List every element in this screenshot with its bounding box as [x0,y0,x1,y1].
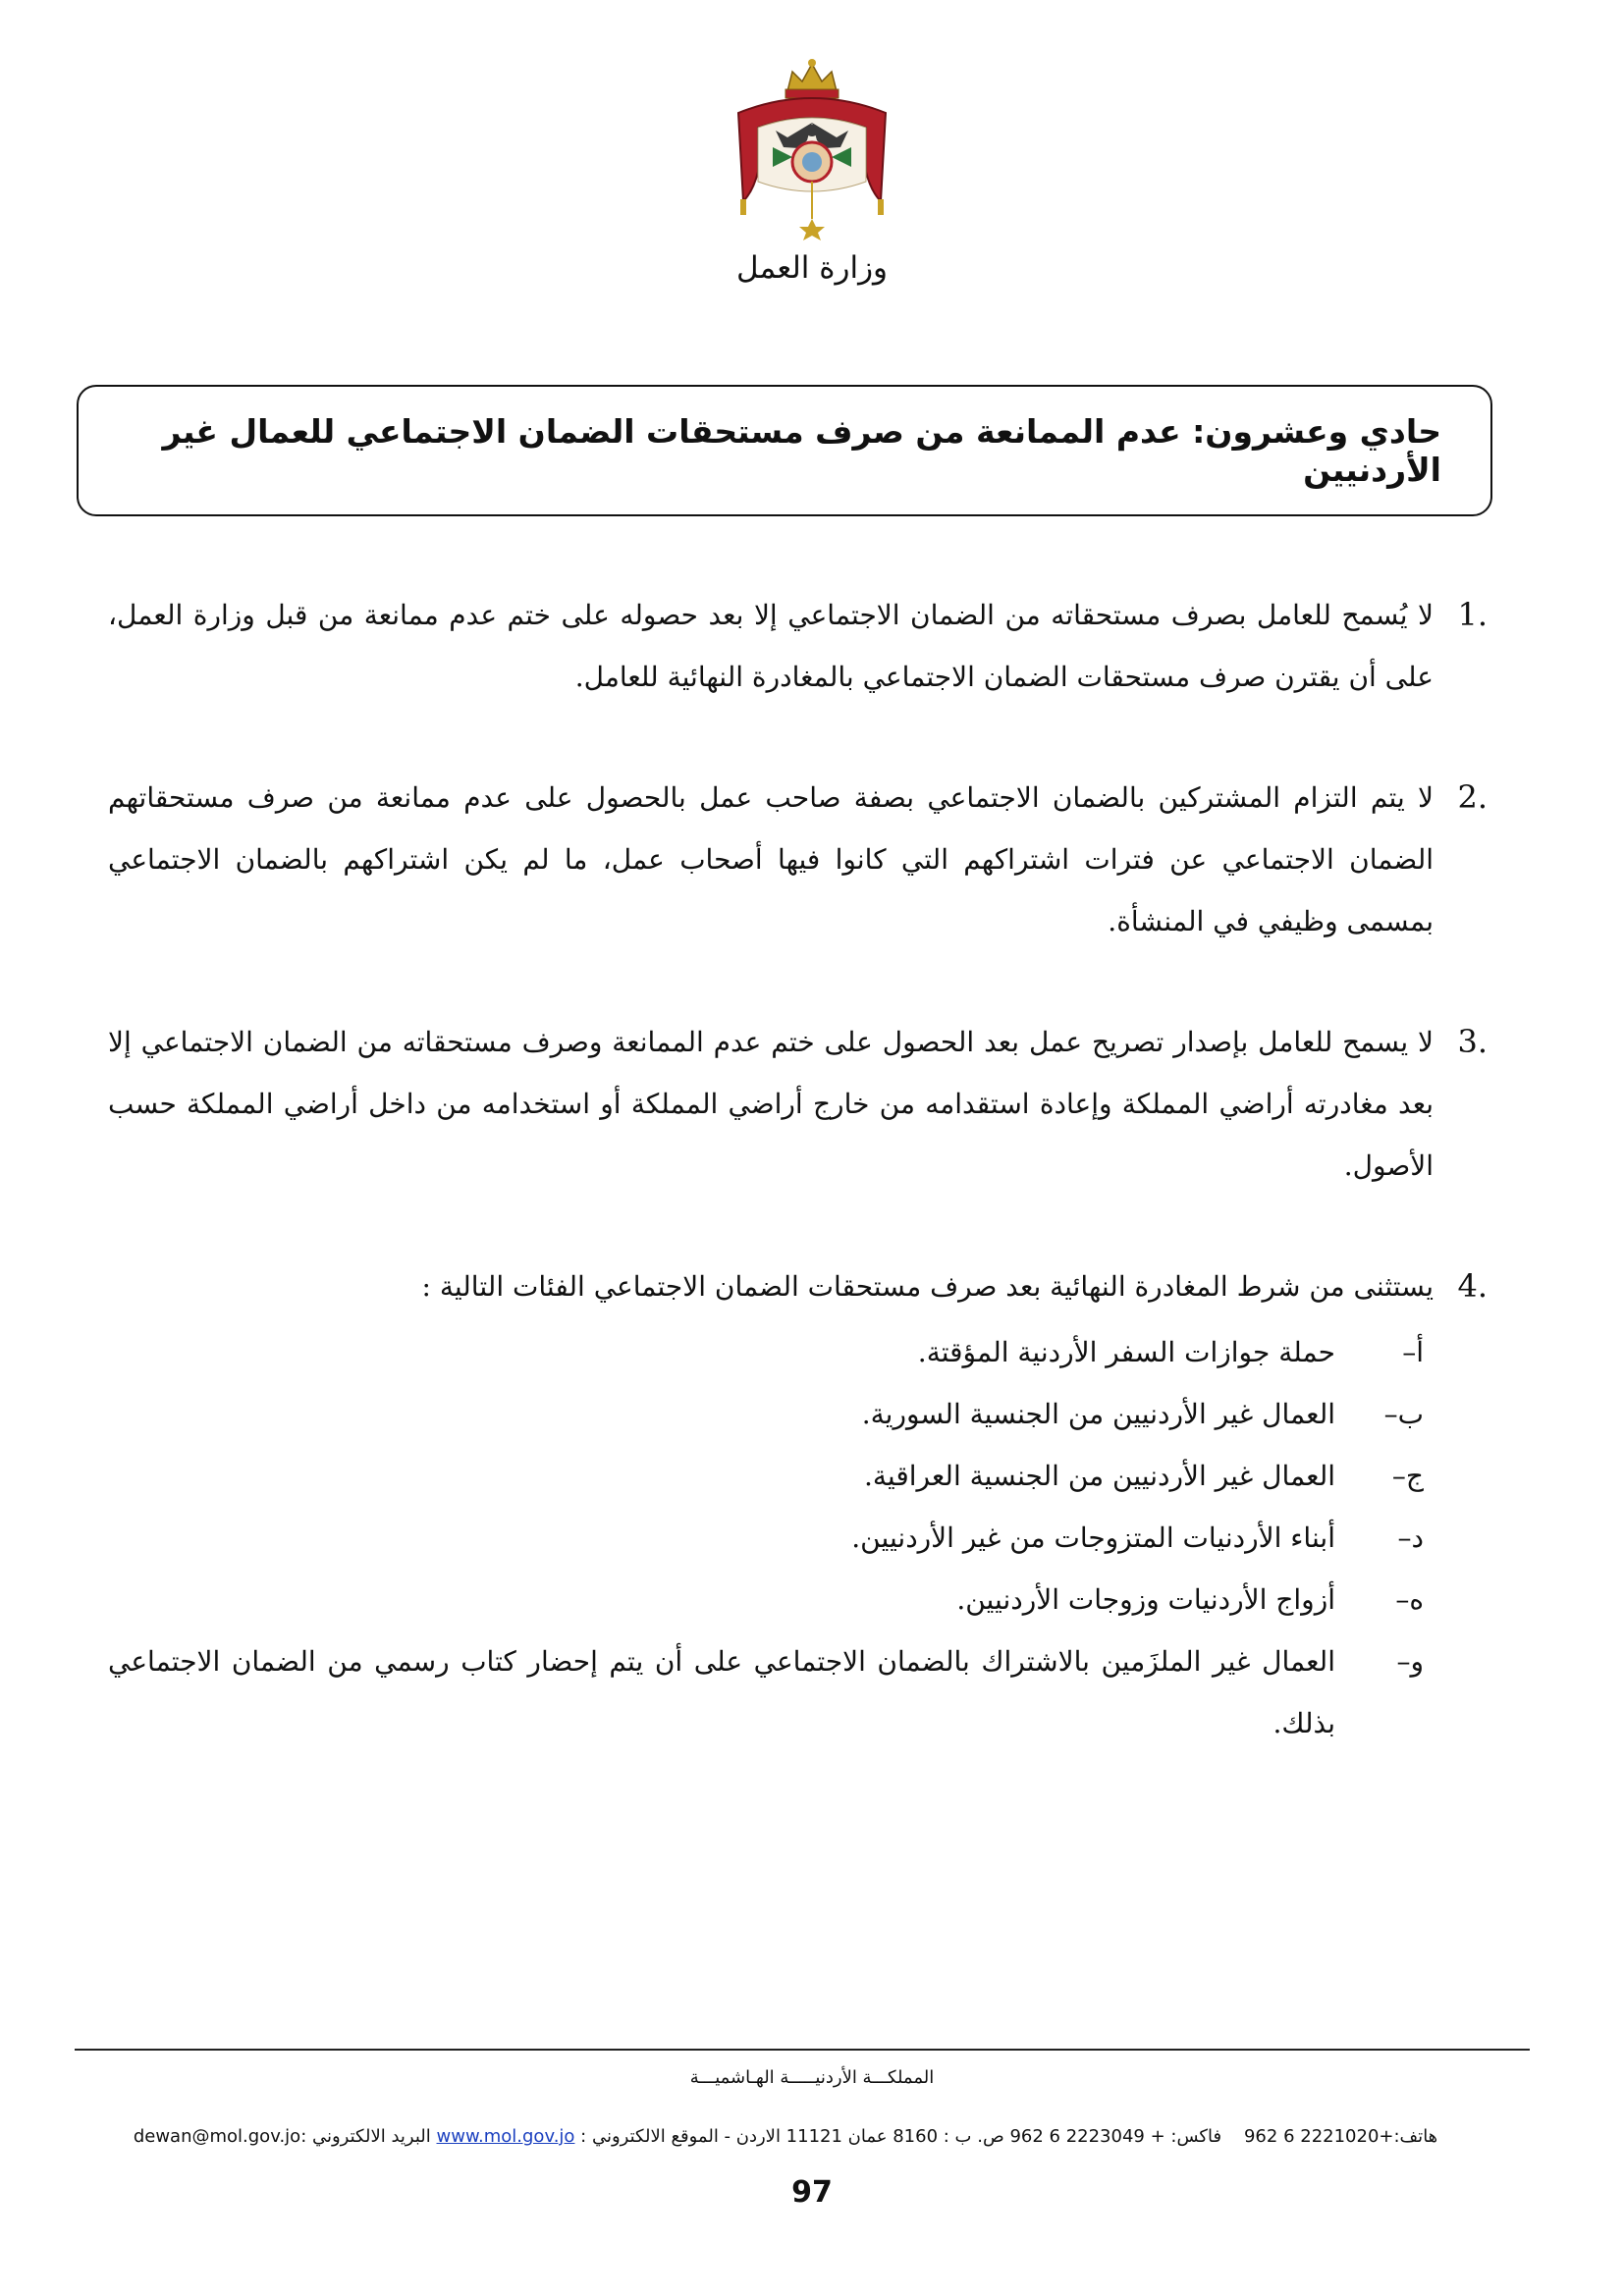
sub-item-letter: ه– [1395,1583,1424,1616]
sub-item-text: حملة جوازات السفر الأردنية المؤقتة. [917,1336,1335,1368]
footer-kingdom-name: المملكـــة الأردنيـــــة الهـاشميـــة [689,2067,935,2088]
sub-item-text: العمال غير الأردنيين من الجنسية السورية. [861,1398,1335,1430]
item-text: يستثنى من شرط المغادرة النهائية بعد صرف مستحقات الضمان الاجتماعي الفئات التالية : [421,1270,1434,1303]
sub-list-item [108,1507,1434,1569]
website-link[interactable]: www.mol.gov.jo [436,2126,575,2147]
sub-list-item [108,1321,1434,1383]
page-header [0,54,1624,286]
sub-item-letter: ب– [1383,1398,1424,1430]
fax-number: 962 6 2223049 [1009,2126,1145,2147]
item-text: لا يتم التزام المشتركين بالضمان الاجتماعي بصفة صاحب عمل بالحصول على عدم ممانعة من صرف مستحقاتهم الضمان الاجتماعي عن فترات اشتراكهم التي كانوا فيها أصحاب عمل، ما لم يكن اشتراكهم بالضمان الاجتماعي بمسمى وظيفي في المنشأة. [108,781,1434,937]
coat-of-arms-emblem [719,54,905,240]
sub-item-text: أبناء الأردنيات المتزوجات من غير الأردنيين. [851,1522,1335,1554]
section-title-box [77,385,1492,516]
item-text: لا يُسمح للعامل بصرف مستحقاته من الضمان الاجتماعي إلا بعد حصوله على ختم عدم ممانعة من قبل وزارة العمل، على أن يقترن صرف مستحقات الضمان الاجتماعي بالمغادرة النهائية للعامل. [108,599,1434,693]
sub-item-letter: و– [1396,1645,1424,1678]
item-number: 2. [1457,778,1488,816]
sub-item-text: العمال غير الأردنيين من الجنسية العراقية. [863,1460,1335,1492]
item-number: 1. [1457,596,1488,633]
list-item [108,767,1488,952]
sub-item-letter: ج– [1391,1460,1424,1492]
sub-list-item [108,1445,1434,1507]
list-item [108,1255,1488,1754]
po-box: ص. ب : 8160 عمان 11121 الاردن - الموقع الالكتروني : [580,2126,1004,2147]
section-title: حادي وعشرون: عدم الممانعة من صرف مستحقات الضمان الاجتماعي للعمال غير الأردنيين [162,412,1441,489]
footer-contact-info [75,2126,1496,2147]
item-number: 4. [1457,1267,1488,1305]
phone-label: هاتف:+ [1379,2126,1438,2147]
list-item [108,1011,1488,1197]
fax-label: فاكس: + [1150,2126,1222,2147]
page-number: 97 [791,2175,833,2210]
exempt-categories-list [108,1321,1434,1754]
sub-item-text: أزواج الأردنيات وزوجات الأردنيين. [956,1583,1335,1616]
item-text: لا يسمح للعامل بإصدار تصريح عمل بعد الحصول على ختم عدم الممانعة وصرف مستحقاته من الضمان الاجتماعي إلا بعد مغادرته أراضي المملكة وإعادة استقدامه من خارج أراضي المملكة أو استخدامه من داخل أراضي المملكة حسب الأصول. [108,1026,1434,1182]
sub-item-letter: أ– [1402,1336,1424,1368]
document-body [108,584,1488,1813]
sub-item-text: العمال غير الملزَمين بالاشتراك بالضمان الاجتماعي على أن يتم إحضار كتاب رسمي من الضمان الاجتماعي بذلك. [108,1645,1335,1739]
sub-list-item [108,1383,1434,1445]
email-label: البريد الالكتروني : [300,2126,431,2147]
sub-item-letter: د– [1397,1522,1424,1554]
sub-list-item [108,1569,1434,1630]
list-item [108,584,1488,708]
email-address[interactable]: dewan@mol.gov.jo [133,2126,301,2147]
footer-divider [75,2049,1530,2051]
item-number: 3. [1457,1023,1488,1060]
sub-list-item [108,1630,1434,1754]
ministry-name: وزارة العمل [735,250,889,286]
phone-number: 962 6 2221020 [1243,2126,1380,2147]
